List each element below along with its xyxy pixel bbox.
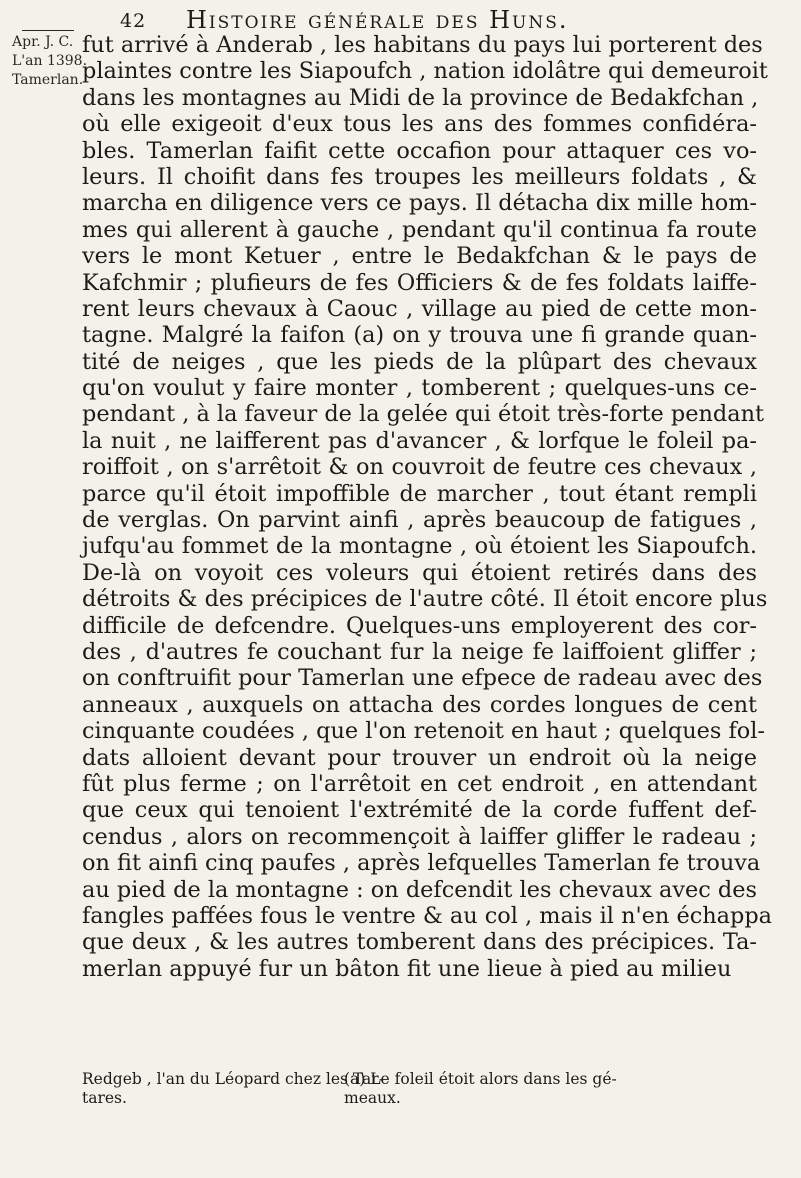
- margin-note-era: Apr. J. C.: [12, 34, 74, 50]
- text-line: marcha en diligence vers ce pays. Il détacha dix mille hom-: [82, 190, 757, 217]
- footnote-right: [344, 1070, 756, 1108]
- text-line: que ceux qui tenoient l'extrémité de la corde fuffent def-: [82, 797, 757, 824]
- margin-note-subject: Tamerlan.: [12, 72, 84, 88]
- page-number: 42: [120, 10, 147, 32]
- text-line: anneaux , auxquels on attacha des cordes longues de cent: [82, 691, 757, 718]
- text-line: parce qu'il étoit impoffible de marcher , tout étant rempli: [82, 480, 757, 507]
- text-line: on fit ainfi cinq paufes , après lefquelles Tamerlan fe trouva: [82, 850, 761, 877]
- body-text: [82, 32, 773, 982]
- text-line: cinquante coudées , que l'on retenoit en haut ; quelques fol-: [82, 718, 765, 745]
- text-line: détroits & des précipices de l'autre côté. Il étoit encore plus: [82, 586, 768, 613]
- text-line: rent leurs chevaux à Caouc , village au pied de cette mon-: [82, 295, 757, 322]
- text-line: pendant , à la faveur de la gelée qui étoit très-forte pendant: [82, 401, 765, 428]
- text-line: roiffoit , on s'arrêtoit & on couvroit de feutre ces chevaux ,: [82, 454, 757, 481]
- text-line: tité de neiges , que les pieds de la plûpart des chevaux: [82, 348, 757, 375]
- text-line: jufqu'au fommet de la montagne , où étoient les Siapoufch.: [82, 533, 757, 560]
- text-line: des , d'autres fe couchant fur la neige fe laiffoient gliffer ;: [82, 638, 757, 665]
- text-line: fût plus ferme ; on l'arrêtoit en cet endroit , en attendant: [82, 770, 757, 797]
- text-line: on conftruifit pour Tamerlan une efpece de radeau avec des: [82, 665, 763, 692]
- margin-notes: [12, 30, 88, 90]
- text-line: merlan appuyé fur un bâton fit une lieue à pied au milieu: [82, 955, 732, 982]
- text-line: que deux , & les autres tomberent dans des précipices. Ta-: [82, 929, 757, 956]
- text-line: fut arrivé à Anderab , les habitans du pays lui porterent des: [82, 32, 763, 58]
- text-line: qu'on voulut y faire monter , tomberent ; quelques-uns ce-: [82, 375, 757, 402]
- text-line: de verglas. On parvint ainfi , après beaucoup de fatigues ,: [82, 507, 757, 534]
- text-line: plaintes contre les Siapoufch , nation idolâtre qui demeuroit: [82, 58, 768, 85]
- margin-rule: [22, 30, 74, 31]
- text-line: leurs. Il choifit dans fes troupes les meilleurs foldats , &: [82, 163, 757, 190]
- text-line: Kafchmir ; plufieurs de fes Officiers & de fes foldats laiffe-: [82, 269, 757, 296]
- text-line: dans les montagnes au Midi de la province de Bedakfchan ,: [82, 84, 759, 111]
- running-title: Histoire générale des Huns.: [186, 6, 569, 34]
- text-line: la nuit , ne laifferent pas d'avancer , & lorfque le foleil pa-: [82, 427, 757, 454]
- text-line: tagne. Malgré la faifon (a) on y trouva une fi grande quan-: [82, 322, 757, 349]
- text-line: De-là on voyoit ces voleurs qui étoient retirés dans des: [82, 559, 757, 586]
- text-line: bles. Tamerlan faifit cette occafion pour attaquer ces vo-: [82, 137, 757, 164]
- text-line: dats alloient devant pour trouver un endroit où la neige: [82, 744, 757, 771]
- margin-note-year: L'an 1398.: [12, 53, 88, 69]
- text-line: vers le mont Ketuer , entre le Bedakfchan & le pays de: [82, 243, 757, 270]
- footnote-line: meaux.: [344, 1089, 401, 1107]
- footnote-line: Redgeb , l'an du Léopard chez les Tar-: [82, 1070, 384, 1088]
- text-line: où elle exigeoit d'eux tous les ans des fommes confidéra-: [82, 111, 757, 138]
- text-line: difficile de defcendre. Quelques-uns employerent des cor-: [82, 612, 757, 639]
- text-line: fangles paffées fous le ventre & au col , mais il n'en échappa: [82, 902, 773, 929]
- text-line: mes qui allerent à gauche , pendant qu'il continua fa route: [82, 216, 757, 243]
- footnote-line: tares.: [82, 1089, 127, 1107]
- text-line: cendus , alors on recommençoit à laiffer gliffer le radeau ;: [82, 823, 757, 850]
- footnote-line: (a) Le foleil étoit alors dans les gé-: [344, 1070, 617, 1088]
- text-line: au pied de la montagne : on defcendit les chevaux avec des: [82, 876, 757, 903]
